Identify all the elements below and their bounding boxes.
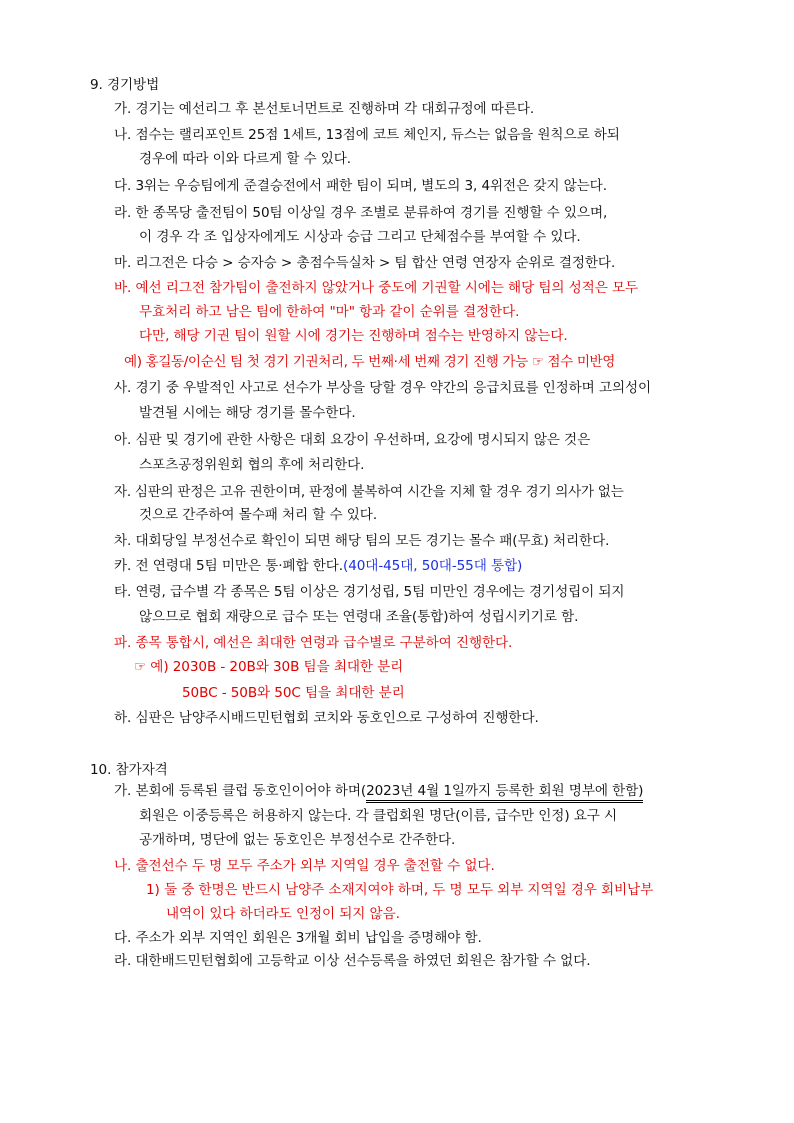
- item-9-sa-line1: 사. 경기 중 우발적인 사고로 선수가 부상을 당할 경우 약간의 응급치료를 인정하며 고의성이: [114, 380, 652, 396]
- item-9-sa-line2: 발견될 시에는 해당 경기를 몰수한다.: [139, 405, 356, 421]
- item-9-ta-line2: 않으므로 협회 재량으로 급수 또는 연령대 조율(통합)하여 성립시키기로 함.: [139, 609, 579, 625]
- item-9-ga: 가. 경기는 예선리그 후 본선토너먼트로 진행하며 각 대회규정에 따른다.: [114, 101, 535, 117]
- item-9-pa-example1: ☞ 예) 2030B - 20B와 30B 팀을 최대한 분리: [134, 659, 404, 675]
- item-10-na-sub-line2: 내역이 있다 하더라도 인정이 되지 않음.: [166, 906, 400, 922]
- item-9-ba-line1: 바. 예선 리그전 참가팀이 출전하지 않았거나 중도에 기권할 시에는 해당 팀의 성적은 모두: [114, 280, 639, 296]
- item-9-ra-line1: 라. 한 종목당 출전팀이 50팀 이상일 경우 조별로 분류하여 경기를 진행할 수 있으며,: [114, 205, 608, 221]
- item-9-ba-line2: 무효처리 하고 남은 팀에 한하여 "마" 항과 같이 순위를 결정한다.: [139, 304, 520, 320]
- item-10-ga-underlined: 2023년 4월 1일까지 등록한 회원 명부에 한함): [366, 783, 643, 803]
- item-10-ga-line1: [114, 781, 643, 801]
- item-9-ba-example: 예) 홍길동/이순신 팀 첫 경기 기권처리, 두 번째·세 번째 경기 진행 가능 ☞ 점수 미반영: [124, 354, 616, 370]
- item-10-ra: 라. 대한배드민턴협회에 고등학교 이상 선수등록을 하였던 회원은 참가할 수 없다.: [114, 953, 591, 969]
- item-9-ja-line1: 자. 심판의 판정은 고유 권한이며, 판정에 불복하여 시간을 지체 할 경우 경기 의사가 없는: [114, 484, 624, 500]
- item-9-ja-line2: 것으로 간주하여 몰수패 처리 할 수 있다.: [139, 507, 378, 523]
- item-9-da: 다. 3위는 우승팀에게 준결승전에서 패한 팀이 되며, 별도의 3, 4위전은 갖지 않는다.: [114, 178, 607, 194]
- item-9-ba-line3: 다만, 해당 기권 팀이 원할 시에 경기는 진행하며 점수는 반영하지 않는다.: [139, 328, 568, 344]
- item-10-da: 다. 주소가 외부 지역인 회원은 3개월 회비 납입을 증명해야 함.: [114, 930, 482, 946]
- item-9-pa-example2: 50BC - 50B와 50C 팀을 최대한 분리: [182, 685, 405, 701]
- item-9-na-line1: 나. 점수는 랠리포인트 25점 1세트, 13점에 코트 체인지, 듀스는 없음을 원칙으로 하되: [114, 127, 620, 143]
- item-9-pa: 파. 종목 통합시, 예선은 최대한 연령과 급수별로 구분하여 진행한다.: [114, 635, 513, 651]
- section-9-heading: 9. 경기방법: [90, 77, 160, 93]
- item-9-ma: 마. 리그전은 다승 > 승자승 > 총점수득실차 > 팀 합산 연령 연장자 순위로 결정한다.: [114, 255, 616, 271]
- item-9-ka-note: (40대-45대, 50대-55대 통합): [342, 558, 523, 574]
- item-9-cha: 차. 대회당일 부정선수로 확인이 되면 해당 팀의 모든 경기는 몰수 패(무효) 처리한다.: [114, 533, 610, 549]
- item-10-ga-line2: 회원은 이중등록은 허용하지 않는다. 각 클럽회원 명단(이름, 급수만 인정) 요구 시: [139, 808, 618, 824]
- item-9-a-line1: 아. 심판 및 경기에 관한 사항은 대회 요강이 우선하며, 요강에 명시되지 않은 것은: [114, 432, 591, 448]
- item-9-ka-main: 카. 전 연령대 5팀 미만은 통·폐합 한다.: [114, 558, 343, 574]
- item-9-ha: 하. 심판은 남양주시배드민턴협회 코치와 동호인으로 구성하여 진행한다.: [114, 710, 539, 726]
- item-10-na-sub-line1: 1) 둘 중 한명은 반드시 남양주 소재지여야 하며, 두 명 모두 외부 지역일 경우 회비납부: [146, 882, 654, 898]
- item-10-ga-line3: 공개하며, 명단에 없는 동호인은 부정선수로 간주한다.: [139, 832, 456, 848]
- item-10-ga-lead: 가. 본회에 등록된 클럽 동호인이어야 하며(: [114, 783, 367, 799]
- item-9-ka: [114, 556, 522, 576]
- item-9-ra-line2: 이 경우 각 조 입상자에게도 시상과 승급 그리고 단체점수를 부여할 수 있다.: [139, 229, 581, 245]
- section-10-heading: 10. 참가자격: [90, 762, 168, 778]
- item-10-na: 나. 출전선수 두 명 모두 주소가 외부 지역일 경우 출전할 수 없다.: [114, 858, 495, 874]
- item-9-ta-line1: 타. 연령, 급수별 각 종목은 5팀 이상은 경기성립, 5팀 미만인 경우에는 경기성립이 되지: [114, 584, 625, 600]
- item-9-na-line2: 경우에 따라 이와 다르게 할 수 있다.: [139, 151, 351, 167]
- item-9-a-line2: 스포츠공정위원회 협의 후에 처리한다.: [139, 457, 365, 473]
